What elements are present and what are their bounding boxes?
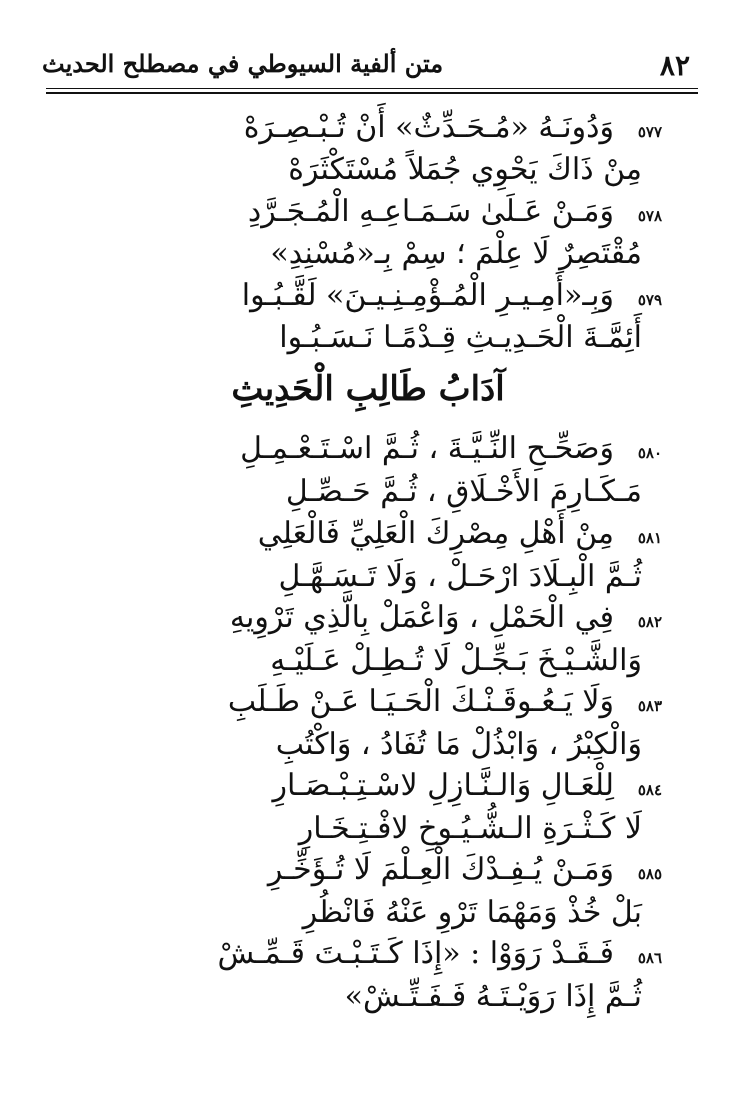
verse-first-hemistich: فَـقَـدْ رَوَوْا : «إِذَا كَـتَـبْـتَ قَـمِّـشْ [217, 936, 614, 971]
verse-first-hemistich: وَمَـنْ عَـلَىٰ سَـمَـاعِـهِ الْمُـجَـرَّدِ [247, 194, 614, 229]
verse-first-hemistich: وَصَحِّـحِ النِّـيَّـةَ ، ثُـمَّ اسْـتَـعْـمِـلِ [240, 431, 614, 466]
verse-number: ٥٨٢ [637, 613, 662, 631]
verse-582 [0, 600, 736, 685]
verse-number: ٥٨٦ [637, 949, 662, 967]
verse-581 [0, 516, 736, 601]
verse-578 [0, 194, 736, 279]
verse-first-hemistich: وَلَا يَـعُـوقَـنْـكَ الْحَـيَـا عَـنْ طَـلَبِ [227, 684, 614, 719]
verse-number: ٥٨١ [637, 529, 662, 547]
verse-586 [0, 936, 736, 1021]
verse-second-hemistich: بَلْ خُذْ وَمَهْمَا تَرْوِ عَنْهُ فَانْظُرِ [302, 895, 642, 930]
verse-second-hemistich: مِنْ ذَاكَ يَحْوِي جُمَلاً مُسْتَكْثَرَهْ [288, 152, 642, 187]
verse-number: ٥٧٨ [637, 207, 662, 225]
header-rule-top [46, 88, 698, 89]
verse-number: ٥٧٧ [637, 123, 662, 141]
verse-second-hemistich: وَالشَّـيْـخَ بَـجِّـلْ لَا تُـطِـلْ عَـلَيْـهِ [270, 643, 642, 678]
verse-number: ٥٨٣ [637, 697, 662, 715]
verse-second-hemistich: لَا كَـثْـرَةِ الـشُّـيُـوخِ لافْـتِـخَـارِ [298, 811, 642, 846]
verse-585 [0, 852, 736, 937]
verse-second-hemistich: وَالْكِبْرُ ، وَابْذُلْ مَا تُفَادُ ، وَاكْتُبِ [275, 727, 642, 762]
verse-second-hemistich: ثُـمَّ الْبِـلَادَ ارْحَـلْ ، وَلَا تَـسَـهَّـلِ [278, 559, 642, 594]
verse-number: ٥٨٥ [637, 865, 662, 883]
verse-first-hemistich: مِنْ أَهْلِ مِصْرِكَ الْعَلِيِّ فَالْعَلِي [257, 516, 614, 551]
verse-second-hemistich: أَئِمَّـةَ الْحَـدِيـثِ قِـدْمًـا نَـسَـبُـوا [279, 320, 642, 355]
verse-584 [0, 768, 736, 853]
section-heading: آدَابُ طَالِبِ الْحَدِيثِ [231, 369, 505, 409]
verse-first-hemistich: فِي الْحَمْلِ ، وَاعْمَلْ بِالَّذِي تَرْوِيهِ [229, 600, 614, 635]
verse-577 [0, 110, 736, 195]
verse-second-hemistich: مَـكَـارِمَ الأَخْـلَاقِ ، ثُـمَّ حَـصِّـلِ [285, 474, 642, 509]
page-number: ٨٢ [659, 49, 690, 82]
verse-first-hemistich: وَبِـ«أَمِـيـرِ الْمُـؤْمِـنِـيـنَ» لَقَّـبُـوا [241, 278, 614, 313]
verse-579 [0, 278, 736, 363]
verse-number: ٥٧٩ [637, 291, 662, 309]
header-rule-bottom [46, 92, 698, 94]
verse-second-hemistich: مُقْتَصِرٌ لَا عِلْمَ ؛ سِمْ بِـ«مُسْنِدِ» [270, 236, 642, 271]
page-header [42, 50, 696, 90]
verse-first-hemistich: وَمَـنْ يُـفِـدْكَ الْعِـلْمَ لَا تُـؤَخِّـرِ [267, 852, 614, 887]
verse-number: ٥٨٠ [637, 444, 662, 462]
running-title: متن ألفية السيوطي في مصطلح الحديث [42, 49, 444, 78]
verse-second-hemistich: ثُـمَّ إِذَا رَوَيْـتَـهُ فَـفَـتِّـشْ» [344, 979, 642, 1014]
verse-first-hemistich: لِلْعَـالِ وَالـنَّـازِلِ لاسْـتِـبْـصَـارِ [272, 768, 614, 803]
verse-first-hemistich: وَدُونَـهُ «مُـحَـدِّثٌ» أَنْ تُـبْـصِـرَهْ [243, 110, 614, 145]
verse-number: ٥٨٤ [637, 781, 662, 799]
verse-580 [0, 431, 736, 516]
verse-583 [0, 684, 736, 769]
